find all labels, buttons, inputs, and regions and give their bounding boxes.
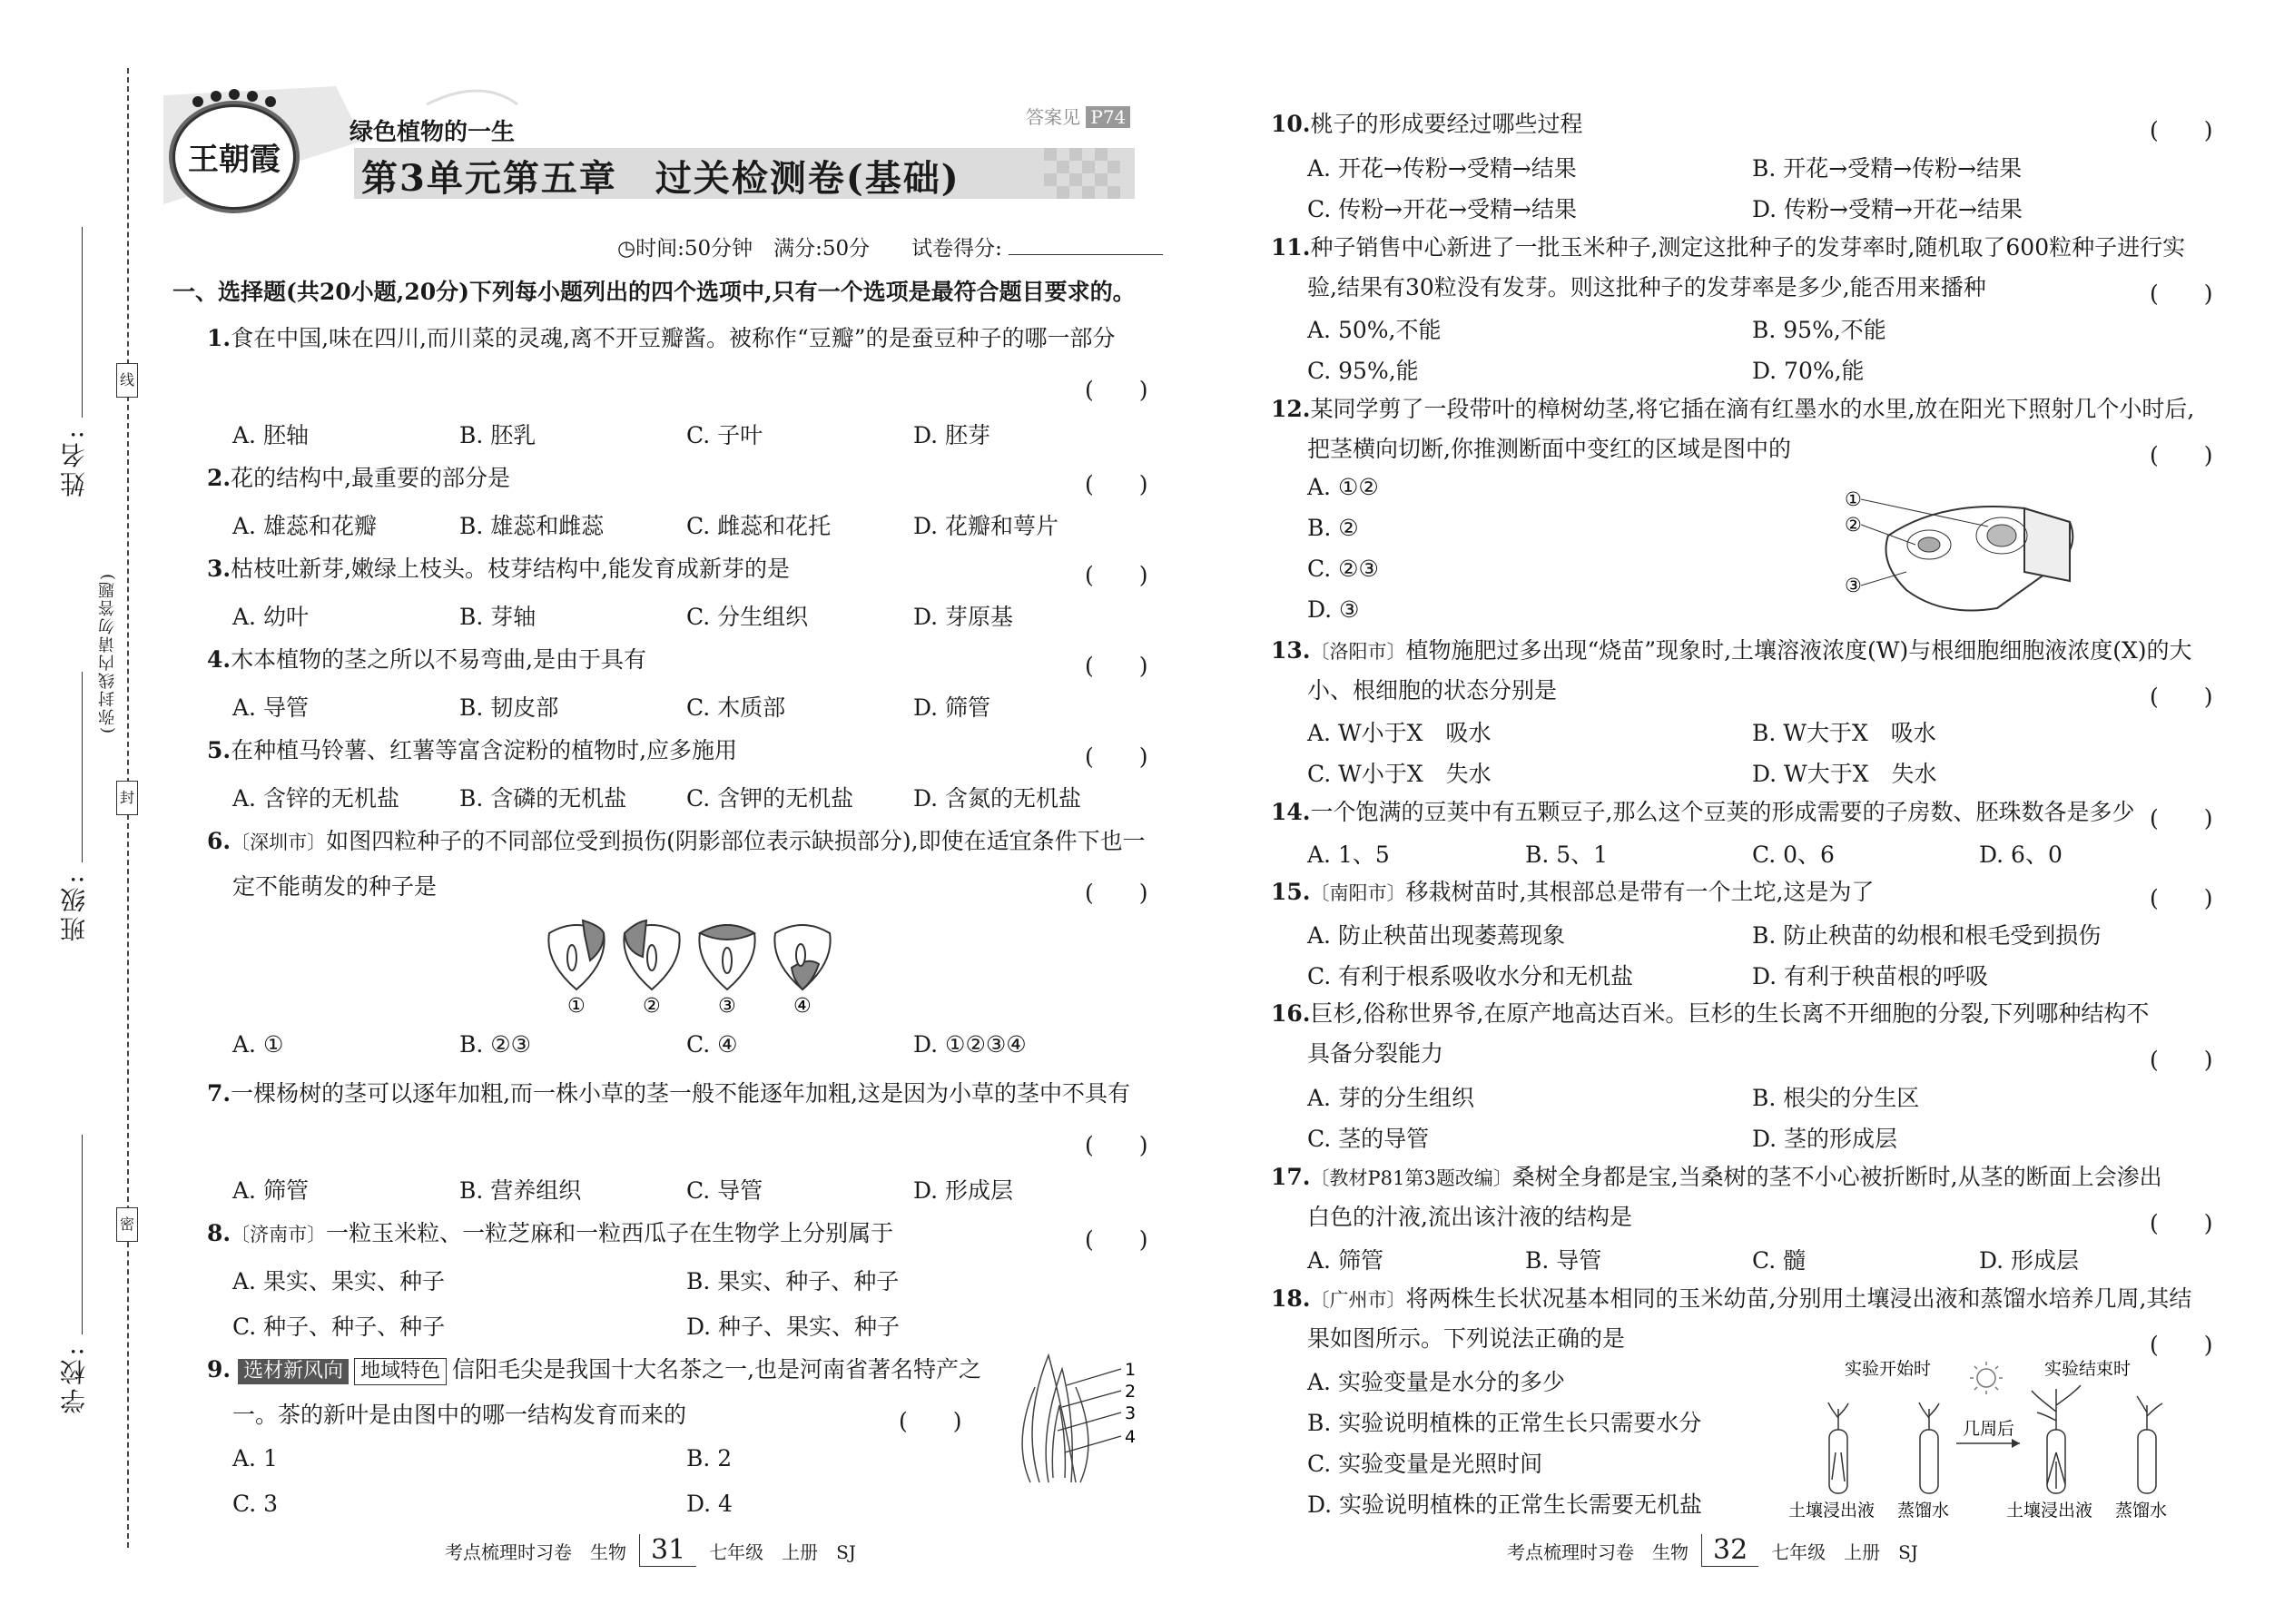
class-field[interactable] <box>82 672 83 862</box>
name-label: 姓名: <box>59 427 89 497</box>
stem-label-2: ② <box>1845 514 1862 536</box>
q3-number: 3. <box>207 556 231 582</box>
q17-option-d[interactable]: D. 形成层 <box>1979 1247 2080 1274</box>
q5-text: 在种植马铃薯、红薯等富含淀粉的植物时,应多施用 <box>231 737 738 763</box>
q18-option-a[interactable]: A. 实验变量是水分的多少 <box>1307 1369 1565 1395</box>
q10-number: 10. <box>1271 111 1311 137</box>
q14-option-a[interactable]: A. 1、5 <box>1307 842 1390 868</box>
q13-region-tag: 〔洛阳市〕 <box>1310 641 1406 663</box>
q18-option-b[interactable]: B. 实验说明植株的正常生长只需要水分 <box>1307 1410 1702 1436</box>
seed-3-damage <box>700 925 754 940</box>
tube-label-3: 土壤浸出液 <box>2006 1501 2093 1521</box>
q6-seeds-figure <box>545 917 844 1017</box>
q14-option-d[interactable]: D. 6、0 <box>1979 842 2063 868</box>
q11-option-d[interactable]: D. 70%,能 <box>1752 358 1865 384</box>
exam-info <box>617 231 1163 261</box>
seed-4-damage <box>792 961 819 989</box>
seed-label-3: ③ <box>718 995 736 1017</box>
q5-answer-blank[interactable]: ( ) <box>1085 743 1148 770</box>
footer-right-page: 32 <box>1701 1534 1758 1567</box>
exam-info-text: ◷时间:50分钟 满分:50分 试卷得分: <box>617 237 1002 261</box>
q2-text: 花的结构中,最重要的部分是 <box>231 465 511 491</box>
q9-tag-regional: 地域特色 <box>354 1358 447 1385</box>
q15-region-tag: 〔南阳市〕 <box>1310 882 1406 904</box>
question-9-line2: 一。茶的新叶是由图中的哪一结构发育而来的 <box>232 1402 687 1428</box>
q14-option-c[interactable]: C. 0、6 <box>1752 842 1835 868</box>
q4-text: 木本植物的茎之所以不易弯曲,是由于具有 <box>231 646 647 673</box>
footer-right-series: 考点梳理时习卷 生物 <box>1507 1540 1689 1563</box>
q7-option-c[interactable]: C. 导管 <box>686 1177 763 1204</box>
q16-option-a[interactable]: A. 芽的分生组织 <box>1307 1085 1474 1111</box>
school-label: 学校: <box>59 1343 89 1414</box>
weeks-arrow-label: 几周后 <box>1963 1419 2015 1439</box>
q7-option-a[interactable]: A. 筛管 <box>232 1177 309 1204</box>
question-18-line2: 果如图所示。下列说法正确的是 <box>1307 1325 1626 1352</box>
q9-number: 9. <box>207 1356 231 1383</box>
chapter-subtitle: 绿色植物的一生 <box>350 119 516 146</box>
q3-option-c[interactable]: C. 分生组织 <box>686 604 809 630</box>
q10-option-b[interactable]: B. 开花→受精→传粉→结果 <box>1752 155 2023 182</box>
q18-answer-blank[interactable]: ( ) <box>2150 1332 2213 1358</box>
q16-option-c[interactable]: C. 茎的导管 <box>1307 1126 1430 1152</box>
question-4 <box>207 645 646 675</box>
q14-option-b[interactable]: B. 5、1 <box>1525 842 1609 868</box>
q11-text: 种子销售中心新进了一批玉米种子,测定这批种子的发芽率时,随机取了600粒种子进行实 <box>1310 234 2186 261</box>
q8-answer-blank[interactable]: ( ) <box>1085 1226 1148 1253</box>
q13-option-b[interactable]: B. W大于X 吸水 <box>1752 720 1936 746</box>
experiment-start-label: 实验开始时 <box>1845 1359 1932 1379</box>
q12-option-c[interactable]: C. ②③ <box>1307 556 1379 582</box>
q13-text: 植物施肥过多出现“烧苗”现象时,土壤溶液浓度(W)与根细胞细胞液浓度(X)的大 <box>1405 637 2192 664</box>
q18-text: 将两株生长状况基本相同的玉米幼苗,分别用土壤浸出液和蒸馏水培养几周,其结 <box>1405 1285 2192 1312</box>
sun-icon <box>1970 1362 2003 1394</box>
logo-text: 王朝霞 <box>188 142 281 178</box>
q7-answer-blank[interactable]: ( ) <box>1085 1132 1148 1158</box>
q18-region-tag: 〔广州市〕 <box>1310 1289 1406 1311</box>
q4-number: 4. <box>207 646 231 673</box>
q11-answer-blank[interactable]: ( ) <box>2150 281 2213 307</box>
q11-option-c[interactable]: C. 95%,能 <box>1307 358 1419 384</box>
q17-text: 桑树全身都是宝,当桑树的茎不小心被折断时,从茎的断面上会渗出 <box>1511 1164 2162 1190</box>
q1-number: 1. <box>207 325 231 351</box>
q6-option-d[interactable]: D. ①②③④ <box>913 1031 1027 1058</box>
bud-label-4: 4 <box>1125 1427 1137 1447</box>
q17-option-c[interactable]: C. 髓 <box>1752 1247 1807 1274</box>
question-17-line2: 白色的汁液,流出该汁液的结构是 <box>1307 1204 1632 1230</box>
q7-option-d[interactable]: D. 形成层 <box>913 1177 1014 1204</box>
brand-logo <box>172 104 296 210</box>
footer-left-page: 31 <box>639 1534 696 1567</box>
q9-option-c[interactable]: C. 3 <box>232 1491 279 1517</box>
q4-option-a[interactable]: A. 导管 <box>232 694 309 721</box>
answer-reference <box>1026 103 1130 129</box>
question-1 <box>207 323 1116 354</box>
tube-label-4: 蒸馏水 <box>2115 1501 2168 1521</box>
stem-label-3: ③ <box>1845 575 1862 596</box>
question-10 <box>1271 109 1583 140</box>
bud-label-1: 1 <box>1125 1360 1137 1380</box>
q15-answer-blank[interactable]: ( ) <box>2150 885 2213 911</box>
q10-option-d[interactable]: D. 传粉→受精→开花→结果 <box>1752 196 2023 222</box>
q10-text: 桃子的形成要经过哪些过程 <box>1310 111 1583 137</box>
q12-stem-section-figure <box>1843 472 2106 626</box>
q3-option-a[interactable]: A. 幼叶 <box>232 604 309 630</box>
q5-option-d[interactable]: D. 含氮的无机盐 <box>913 785 1082 812</box>
question-18 <box>1271 1284 2191 1315</box>
q9-tea-bud-figure <box>1012 1351 1157 1487</box>
header-banner <box>154 86 1162 213</box>
tube-label-2: 蒸馏水 <box>1897 1501 1950 1521</box>
q6-number: 6. <box>207 828 231 854</box>
question-2 <box>207 463 510 494</box>
q9-option-d[interactable]: D. 4 <box>686 1491 733 1517</box>
footer-left-series: 考点梳理时习卷 生物 <box>445 1540 626 1563</box>
class-label: 班级: <box>59 871 89 942</box>
q17-answer-blank[interactable]: ( ) <box>2150 1210 2213 1236</box>
q9-text: 信阳毛尖是我国十大名茶之一,也是河南省著名特产之 <box>452 1356 982 1383</box>
q2-option-d[interactable]: D. 花瓣和萼片 <box>913 513 1059 539</box>
q18-experiment-figure <box>1788 1353 2170 1525</box>
question-17 <box>1271 1162 2162 1194</box>
seed-label-4: ④ <box>793 995 812 1017</box>
q16-text: 巨杉,俗称世界爷,在原产地高达百米。巨杉的生长离不开细胞的分裂,下列哪种结构不 <box>1310 1000 2150 1027</box>
q6-option-a[interactable]: A. ① <box>232 1031 284 1058</box>
name-field[interactable] <box>82 227 83 418</box>
q8-text: 一粒玉米粒、一粒芝麻和一粒西瓜子在生物学上分别属于 <box>326 1220 894 1246</box>
question-3 <box>207 554 790 585</box>
q1-option-a[interactable]: A. 胚轴 <box>232 422 309 448</box>
q15-option-d[interactable]: D. 有利于秧苗根的呼吸 <box>1752 963 1989 989</box>
q13-option-c[interactable]: C. W小于X 失水 <box>1307 761 1492 787</box>
q17-source-tag: 〔教材P81第3题改编〕 <box>1310 1167 1512 1189</box>
q16-number: 16. <box>1271 1000 1311 1027</box>
q8-option-b[interactable]: B. 果实、种子、种子 <box>686 1268 900 1294</box>
q12-number: 12. <box>1271 396 1311 422</box>
question-7 <box>207 1078 1130 1109</box>
answer-page-badge: P74 <box>1086 106 1130 128</box>
question-11-line2: 验,结果有30粒没有发芽。则这批种子的发芽率是多少,能否用来播种 <box>1307 274 1986 300</box>
bud-label-2: 2 <box>1125 1382 1137 1402</box>
q12-option-b[interactable]: B. ② <box>1307 515 1359 541</box>
q3-text: 枯枝吐新芽,嫩绿上枝头。枝芽结构中,能发育成新芽的是 <box>231 556 791 582</box>
q15-option-c[interactable]: C. 有利于根系吸收水分和无机盐 <box>1307 963 1634 989</box>
footer-left <box>445 1534 856 1567</box>
q17-number: 17. <box>1271 1164 1311 1190</box>
q15-number: 15. <box>1271 879 1311 905</box>
q14-number: 14. <box>1271 799 1311 825</box>
seed-label-2: ② <box>643 995 661 1017</box>
q1-option-d[interactable]: D. 胚芽 <box>913 422 991 448</box>
q12-option-a[interactable]: A. ①② <box>1307 474 1379 500</box>
q1-option-b[interactable]: B. 胚乳 <box>459 422 537 448</box>
question-6-line2: 定不能萌发的种子是 <box>232 873 438 900</box>
footer-left-grade: 七年级 上册 SJ <box>709 1540 856 1563</box>
q12-answer-blank[interactable]: ( ) <box>2150 442 2213 468</box>
footer-right <box>1507 1534 1918 1567</box>
q7-option-b[interactable]: B. 营养组织 <box>459 1177 582 1204</box>
q15-option-b[interactable]: B. 防止秧苗的幼根和根毛受到损伤 <box>1752 922 2102 949</box>
seed-label-1: ① <box>567 995 586 1017</box>
tube-label-1: 土壤浸出液 <box>1788 1501 1876 1521</box>
q15-option-a[interactable]: A. 防止秧苗出现萎蔫现象 <box>1307 922 1565 949</box>
q1-answer-blank[interactable]: ( ) <box>1085 377 1148 403</box>
q5-option-a[interactable]: A. 含锌的无机盐 <box>232 785 399 812</box>
q2-option-b[interactable]: B. 雄蕊和雌蕊 <box>459 513 605 539</box>
q13-option-d[interactable]: D. W大于X 失水 <box>1752 761 1937 787</box>
seal-mark-line: 线 <box>116 363 138 398</box>
q8-option-d[interactable]: D. 种子、果实、种子 <box>686 1314 901 1340</box>
q2-option-c[interactable]: C. 雌蕊和花托 <box>686 513 832 539</box>
q17-option-b[interactable]: B. 导管 <box>1525 1247 1602 1274</box>
question-12 <box>1271 394 2194 425</box>
q6-answer-blank[interactable]: ( ) <box>1085 880 1148 906</box>
q5-option-c[interactable]: C. 含钾的无机盐 <box>686 785 854 812</box>
question-11 <box>1271 232 2185 263</box>
q3-answer-blank[interactable]: ( ) <box>1085 562 1148 588</box>
question-12-line2: 把茎横向切断,你推测断面中变红的区域是图中的 <box>1307 436 1791 462</box>
q7-text: 一棵杨树的茎可以逐年加粗,而一株小草的茎一般不能逐年加粗,这是因为小草的茎中不具有 <box>231 1080 1131 1107</box>
q18-option-c[interactable]: C. 实验变量是光照时间 <box>1307 1451 1543 1477</box>
q17-option-a[interactable]: A. 筛管 <box>1307 1247 1383 1274</box>
q8-option-a[interactable]: A. 果实、果实、种子 <box>232 1268 445 1294</box>
q14-answer-blank[interactable]: ( ) <box>2150 805 2213 832</box>
seal-note: (弥封线内请勿答题) <box>98 572 117 734</box>
q11-number: 11. <box>1271 234 1311 261</box>
question-14 <box>1271 797 2134 828</box>
q3-option-d[interactable]: D. 芽原基 <box>913 604 1014 630</box>
page-title: 第3单元第五章 过关检测卷(基础) <box>361 157 960 200</box>
q9-option-a[interactable]: A. 1 <box>232 1445 278 1471</box>
question-15 <box>1271 877 1874 909</box>
question-6 <box>207 826 1146 858</box>
q2-answer-blank[interactable]: ( ) <box>1085 471 1148 497</box>
q9-option-b[interactable]: B. 2 <box>686 1445 733 1471</box>
question-16-line2: 具备分裂能力 <box>1307 1040 1444 1067</box>
q16-option-b[interactable]: B. 根尖的分生区 <box>1752 1085 1920 1111</box>
school-field[interactable] <box>82 1135 83 1334</box>
q13-answer-blank[interactable]: ( ) <box>2150 684 2213 710</box>
q10-option-c[interactable]: C. 传粉→开花→受精→结果 <box>1307 196 1577 222</box>
bud-label-3: 3 <box>1125 1403 1137 1423</box>
q6-region-tag: 〔深圳市〕 <box>231 832 327 853</box>
binding-margin <box>0 0 145 1624</box>
q8-number: 8. <box>207 1220 231 1246</box>
question-13 <box>1271 635 2192 667</box>
q1-option-c[interactable]: C. 子叶 <box>686 422 763 448</box>
q5-number: 5. <box>207 737 231 763</box>
q2-number: 2. <box>207 465 231 491</box>
q1-text: 食在中国,味在四川,而川菜的灵魂,离不开豆瓣酱。被称作“豆瓣”的是蚕豆种子的哪一部分 <box>231 325 1116 351</box>
q14-text: 一个饱满的豆荚中有五颗豆子,那么这个豆荚的形成需要的子房数、胚珠数各是多少 <box>1310 799 2135 825</box>
q2-option-a[interactable]: A. 雄蕊和花瓣 <box>232 513 377 539</box>
q8-region-tag: 〔济南市〕 <box>231 1224 327 1245</box>
q8-option-c[interactable]: C. 种子、种子、种子 <box>232 1314 446 1340</box>
q10-option-a[interactable]: A. 开花→传粉→受精→结果 <box>1307 155 1577 182</box>
stem-label-1: ① <box>1845 488 1862 510</box>
q4-option-c[interactable]: C. 木质部 <box>686 694 786 721</box>
q9-tag-new-trend: 选材新风向 <box>238 1359 349 1384</box>
question-13-line2: 小、根细胞的状态分别是 <box>1307 677 1558 704</box>
q10-answer-blank[interactable]: ( ) <box>2150 117 2213 143</box>
q4-option-b[interactable]: B. 韧皮部 <box>459 694 559 721</box>
q13-option-a[interactable]: A. W小于X 吸水 <box>1307 720 1492 746</box>
q16-answer-blank[interactable]: ( ) <box>2150 1047 2213 1073</box>
q11-option-a[interactable]: A. 50%,不能 <box>1307 317 1442 343</box>
footer-right-grade: 七年级 上册 SJ <box>1771 1540 1918 1563</box>
q6-text: 如图四粒种子的不同部位受到损伤(阴影部位表示缺损部分),即使在适宜条件下也一 <box>326 828 1146 854</box>
star-crown-icon <box>175 87 293 109</box>
answer-reference-text: 答案见 <box>1026 106 1080 128</box>
q5-option-b[interactable]: B. 含磷的无机盐 <box>459 785 627 812</box>
q4-option-d[interactable]: D. 筛管 <box>913 694 991 721</box>
seal-mark-seal: 封 <box>116 781 138 815</box>
q6-option-b[interactable]: B. ②③ <box>459 1031 532 1058</box>
question-9 <box>207 1354 981 1385</box>
experiment-end-label: 实验结束时 <box>2044 1359 2132 1379</box>
q4-answer-blank[interactable]: ( ) <box>1085 653 1148 679</box>
question-8 <box>207 1218 893 1250</box>
q9-answer-blank[interactable]: ( ) <box>899 1408 962 1434</box>
seal-mark-secret: 密 <box>116 1207 138 1242</box>
score-field[interactable] <box>1009 254 1163 255</box>
q12-option-d[interactable]: D. ③ <box>1307 596 1360 623</box>
q11-option-b[interactable]: B. 95%,不能 <box>1752 317 1886 343</box>
q3-option-b[interactable]: B. 芽轴 <box>459 604 537 630</box>
q18-option-d[interactable]: D. 实验说明植株的正常生长需要无机盐 <box>1307 1491 1703 1518</box>
question-5 <box>207 735 737 766</box>
q18-number: 18. <box>1271 1285 1311 1312</box>
question-16 <box>1271 999 2149 1029</box>
q16-option-d[interactable]: D. 茎的形成层 <box>1752 1126 1898 1152</box>
section-heading: 一、选择题(共20小题,20分)下列每小题列出的四个选项中,只有一个选项是最符合题目要求的。 <box>172 279 1136 305</box>
q6-option-c[interactable]: C. ④ <box>686 1031 738 1058</box>
q7-number: 7. <box>207 1080 231 1107</box>
q13-number: 13. <box>1271 637 1311 664</box>
q15-text: 移栽树苗时,其根部总是带有一个土坨,这是为了 <box>1405 879 1875 905</box>
q12-text: 某同学剪了一段带叶的樟树幼茎,将它插在滴有红墨水的水里,放在阳光下照射几个小时后, <box>1310 396 2195 422</box>
